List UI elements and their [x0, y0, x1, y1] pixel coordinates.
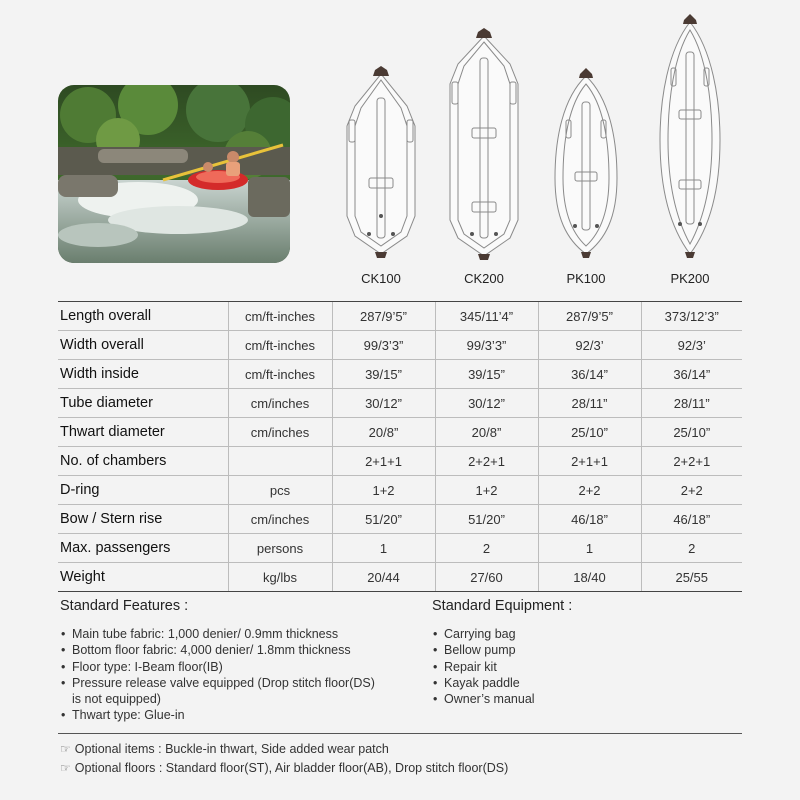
spec-value-cell: 2 — [641, 534, 742, 563]
spec-name-cell: Width inside — [58, 360, 228, 389]
divider — [58, 733, 742, 734]
list-item: • Bellow pump — [432, 642, 732, 658]
spec-unit-cell: pcs — [228, 476, 332, 505]
spec-value-cell: 39/15” — [332, 360, 435, 389]
pointing-hand-icon: ☞ — [60, 742, 71, 756]
model-label-ck100: CK100 — [361, 271, 401, 286]
spec-name-cell: Width overall — [58, 331, 228, 360]
list-item: • Main tube fabric: 1,000 denier/ 0.9mm thickness — [60, 626, 400, 642]
list-item: • Owner’s manual — [432, 691, 732, 707]
table-row — [58, 505, 742, 534]
spec-value-cell: 25/55 — [641, 563, 742, 592]
spec-table — [58, 301, 742, 592]
table-row — [58, 563, 742, 592]
spec-name-cell: D-ring — [58, 476, 228, 505]
spec-unit-cell: cm/inches — [228, 505, 332, 534]
list-item: • Thwart type: Glue-in — [60, 707, 400, 723]
spec-value-cell: 1+2 — [435, 476, 538, 505]
spec-name-cell: Length overall — [58, 302, 228, 331]
model-label-pk100: PK100 — [566, 271, 606, 286]
table-row — [58, 534, 742, 563]
spec-value-cell: 39/15” — [435, 360, 538, 389]
spec-value-cell: 30/12” — [435, 389, 538, 418]
spec-value-cell: 2+2 — [538, 476, 641, 505]
spec-value-cell: 20/44 — [332, 563, 435, 592]
standard-features-list — [60, 626, 400, 724]
spec-value-cell: 20/8” — [435, 418, 538, 447]
standard-equipment-list — [432, 626, 732, 707]
optional-floors-text: Optional floors : Standard floor(ST), Air bladder floor(AB), Drop stitch floor(DS) — [74, 761, 509, 775]
spec-value-cell: 2+2+1 — [641, 447, 742, 476]
spec-value-cell: 373/12’3” — [641, 302, 742, 331]
spec-value-cell: 1 — [538, 534, 641, 563]
spec-value-cell: 92/3’ — [538, 331, 641, 360]
optional-items-text: Optional items : Buckle-in thwart, Side added wear patch — [74, 742, 389, 756]
spec-value-cell: 36/14” — [538, 360, 641, 389]
table-row — [58, 389, 742, 418]
kayak-photo — [58, 85, 290, 263]
spec-value-cell: 1 — [332, 534, 435, 563]
spec-value-cell: 46/18” — [538, 505, 641, 534]
spec-unit-cell: kg/lbs — [228, 563, 332, 592]
spec-name-cell: No. of chambers — [58, 447, 228, 476]
spec-value-cell: 28/11” — [641, 389, 742, 418]
spec-value-cell: 18/40 — [538, 563, 641, 592]
pk200-diagram-icon — [658, 14, 722, 260]
spec-name-cell: Thwart diameter — [58, 418, 228, 447]
spec-name-cell: Weight — [58, 563, 228, 592]
spec-unit-cell: cm/ft-inches — [228, 331, 332, 360]
list-item-continuation: is not equipped) — [72, 692, 161, 707]
spec-unit-cell: cm/inches — [228, 418, 332, 447]
spec-value-cell: 51/20” — [332, 505, 435, 534]
spec-value-cell: 345/11’4” — [435, 302, 538, 331]
table-row — [58, 360, 742, 389]
list-item: • Floor type: I-Beam floor(IB) — [60, 659, 400, 675]
ck200-diagram-icon — [448, 28, 520, 262]
spec-name-cell: Tube diameter — [58, 389, 228, 418]
spec-value-cell: 20/8” — [332, 418, 435, 447]
optional-items — [60, 742, 389, 756]
spec-name-cell: Max. passengers — [58, 534, 228, 563]
spec-unit-cell: cm/ft-inches — [228, 360, 332, 389]
spec-value-cell: 2 — [435, 534, 538, 563]
list-item — [60, 675, 400, 708]
list-item: • Carrying bag — [432, 626, 732, 642]
spec-value-cell: 1+2 — [332, 476, 435, 505]
list-item: • Bottom floor fabric: 4,000 denier/ 1.8mm thickness — [60, 642, 400, 658]
pointing-hand-icon: ☞ — [60, 761, 71, 775]
spec-value-cell: 46/18” — [641, 505, 742, 534]
table-row — [58, 447, 742, 476]
table-row — [58, 476, 742, 505]
spec-value-cell: 27/60 — [435, 563, 538, 592]
spec-value-cell: 2+1+1 — [332, 447, 435, 476]
table-row — [58, 331, 742, 360]
model-label-pk200: PK200 — [670, 271, 710, 286]
standard-equipment-title: Standard Equipment : — [432, 598, 573, 614]
spec-value-cell: 99/3’3” — [332, 331, 435, 360]
model-label-ck200: CK200 — [464, 271, 504, 286]
spec-value-cell: 99/3’3” — [435, 331, 538, 360]
table-row — [58, 418, 742, 447]
spec-value-cell: 36/14” — [641, 360, 742, 389]
spec-value-cell: 30/12” — [332, 389, 435, 418]
spec-value-cell: 51/20” — [435, 505, 538, 534]
spec-value-cell: 2+2+1 — [435, 447, 538, 476]
spec-value-cell: 28/11” — [538, 389, 641, 418]
spec-value-cell: 2+1+1 — [538, 447, 641, 476]
spec-value-cell: 287/9’5” — [538, 302, 641, 331]
spec-value-cell: 2+2 — [641, 476, 742, 505]
list-item-text: Pressure release valve equipped (Drop stitch floor(DS) — [72, 675, 375, 690]
spec-unit-cell: cm/ft-inches — [228, 302, 332, 331]
list-item: • Kayak paddle — [432, 675, 732, 691]
ck100-diagram-icon — [345, 66, 417, 260]
spec-value-cell: 25/10” — [538, 418, 641, 447]
optional-floors — [60, 761, 508, 775]
list-item: • Repair kit — [432, 659, 732, 675]
spec-unit-cell: cm/inches — [228, 389, 332, 418]
spec-unit-cell: persons — [228, 534, 332, 563]
spec-value-cell: 287/9’5” — [332, 302, 435, 331]
pk100-diagram-icon — [553, 68, 619, 260]
spec-unit-cell — [228, 447, 332, 476]
standard-features-title: Standard Features : — [60, 598, 189, 614]
spec-name-cell: Bow / Stern rise — [58, 505, 228, 534]
spec-value-cell: 92/3’ — [641, 331, 742, 360]
spec-value-cell: 25/10” — [641, 418, 742, 447]
table-row — [58, 302, 742, 331]
